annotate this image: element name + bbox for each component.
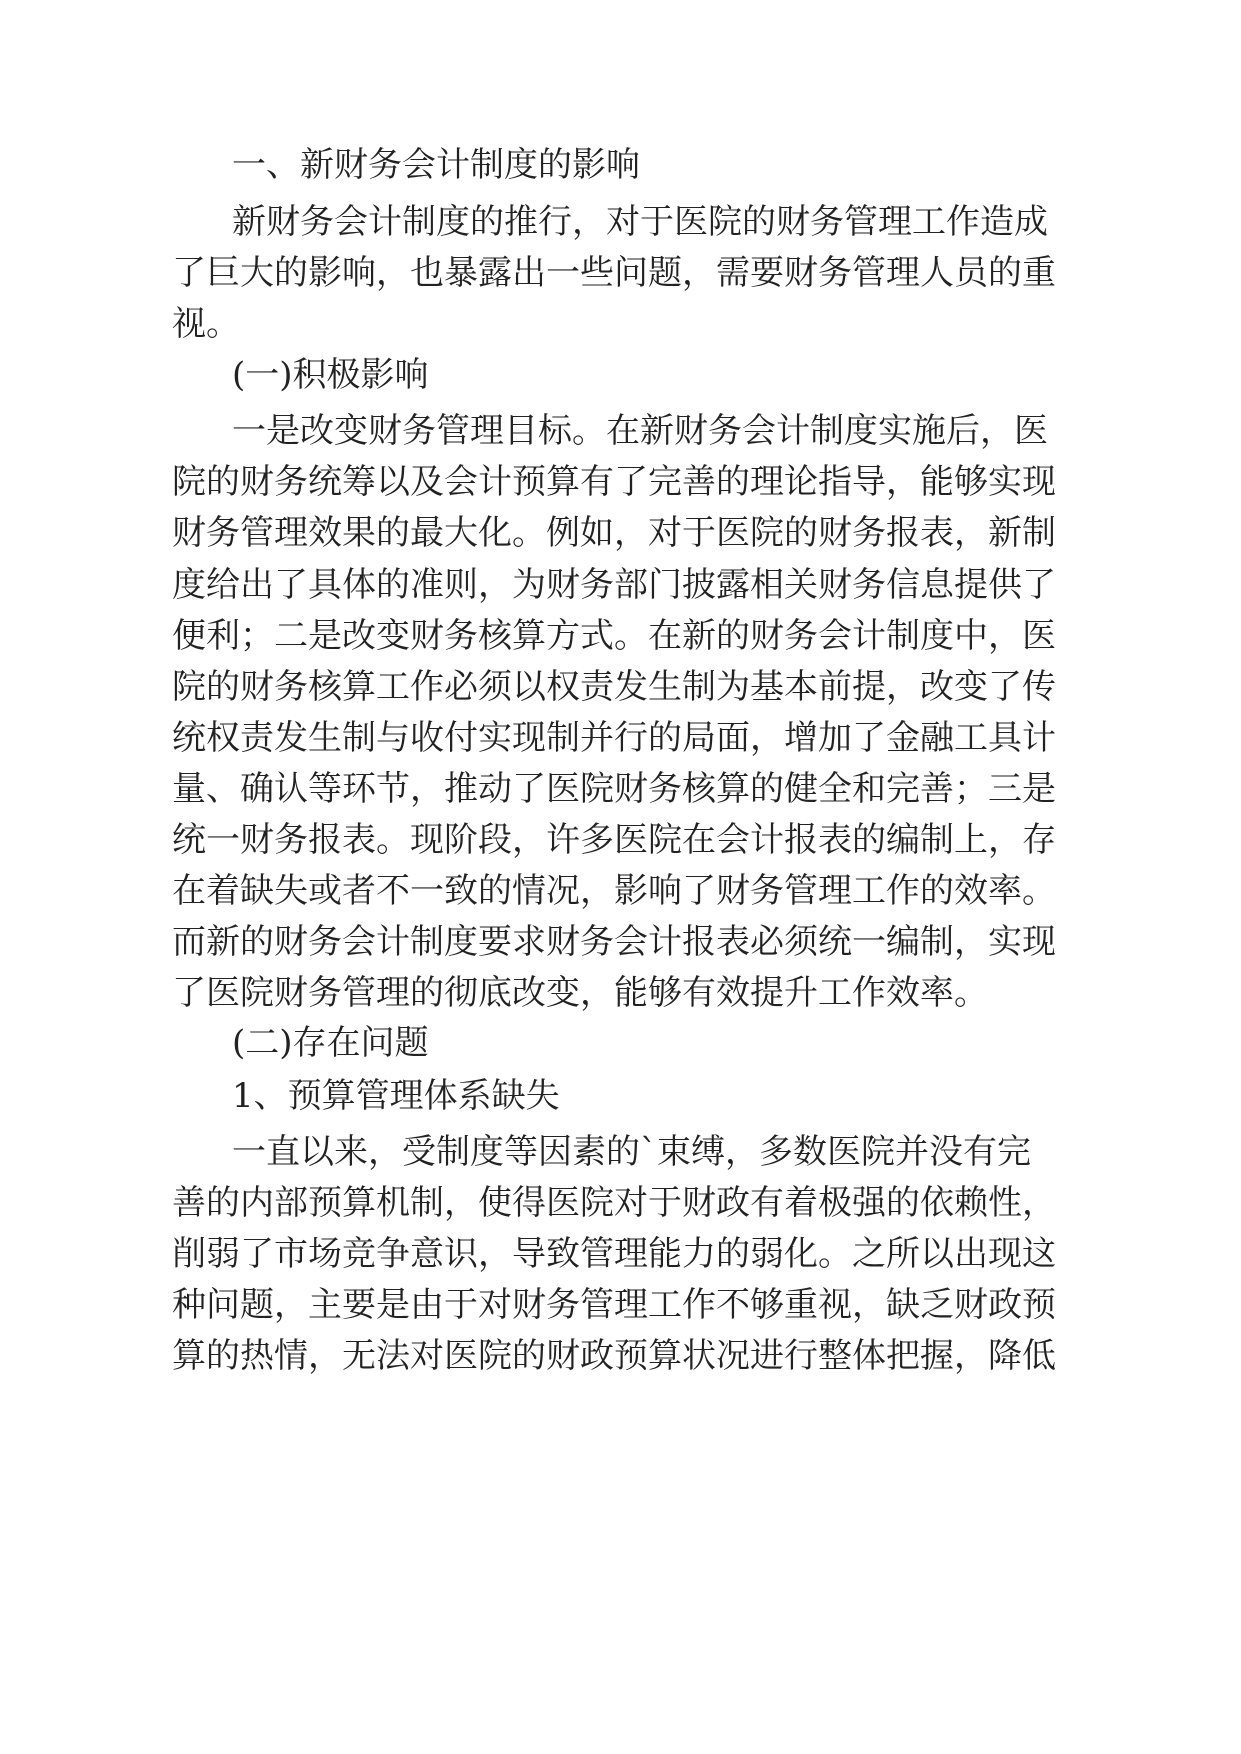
paragraph-line: 视。 xyxy=(172,304,240,344)
paragraph-line: 而新的财务会计制度要求财务会计报表必须统一编制，实现 xyxy=(172,922,1056,962)
paragraph-line: 统权责发生制与收付实现制并行的局面，增加了金融工具计 xyxy=(172,718,1056,758)
paragraph-line: 一直以来，受制度等因素的`束缚，多数医院并没有完 xyxy=(232,1132,1031,1172)
paragraph-line: 善的内部预算机制，使得医院对于财政有着极强的依赖性， xyxy=(172,1183,1056,1223)
paragraph-line: 院的财务核算工作必须以权责发生制为基本前提，改变了传 xyxy=(172,667,1056,707)
paragraph-line: 度给出了具体的准则，为财务部门披露相关财务信息提供了 xyxy=(172,565,1056,605)
paragraph-line: 了医院财务管理的彻底改变，能够有效提升工作效率。 xyxy=(172,973,988,1013)
section-heading: 一、新财务会计制度的影响 xyxy=(232,145,640,185)
subsection-heading: (二)存在问题 xyxy=(232,1023,429,1063)
paragraph-line: 量、确认等环节，推动了医院财务核算的健全和完善；三是 xyxy=(172,769,1056,809)
paragraph-line: 便利；二是改变财务核算方式。在新的财务会计制度中，医 xyxy=(172,616,1056,656)
item-heading: 1、预算管理体系缺失 xyxy=(232,1076,560,1116)
paragraph-line: 统一财务报表。现阶段，许多医院在会计报表的编制上，存 xyxy=(172,820,1056,860)
paragraph-line: 财务管理效果的最大化。例如，对于医院的财务报表，新制 xyxy=(172,513,1056,553)
paragraph-line: 院的财务统筹以及会计预算有了完善的理论指导，能够实现 xyxy=(172,462,1056,502)
paragraph-line: 了巨大的影响，也暴露出一些问题，需要财务管理人员的重 xyxy=(172,253,1056,293)
paragraph-line: 一是改变财务管理目标。在新财务会计制度实施后，医 xyxy=(232,411,1048,451)
paragraph-line: 种问题，主要是由于对财务管理工作不够重视，缺乏财政预 xyxy=(172,1285,1056,1325)
paragraph-line: 削弱了市场竞争意识，导致管理能力的弱化。之所以出现这 xyxy=(172,1234,1056,1274)
paragraph-line: 算的热情，无法对医院的财政预算状况进行整体把握，降低 xyxy=(172,1336,1056,1376)
paragraph-line: 新财务会计制度的推行，对于医院的财务管理工作造成 xyxy=(232,202,1048,242)
paragraph-line: 在着缺失或者不一致的情况，影响了财务管理工作的效率。 xyxy=(172,871,1056,911)
subsection-heading: (一)积极影响 xyxy=(232,355,429,395)
